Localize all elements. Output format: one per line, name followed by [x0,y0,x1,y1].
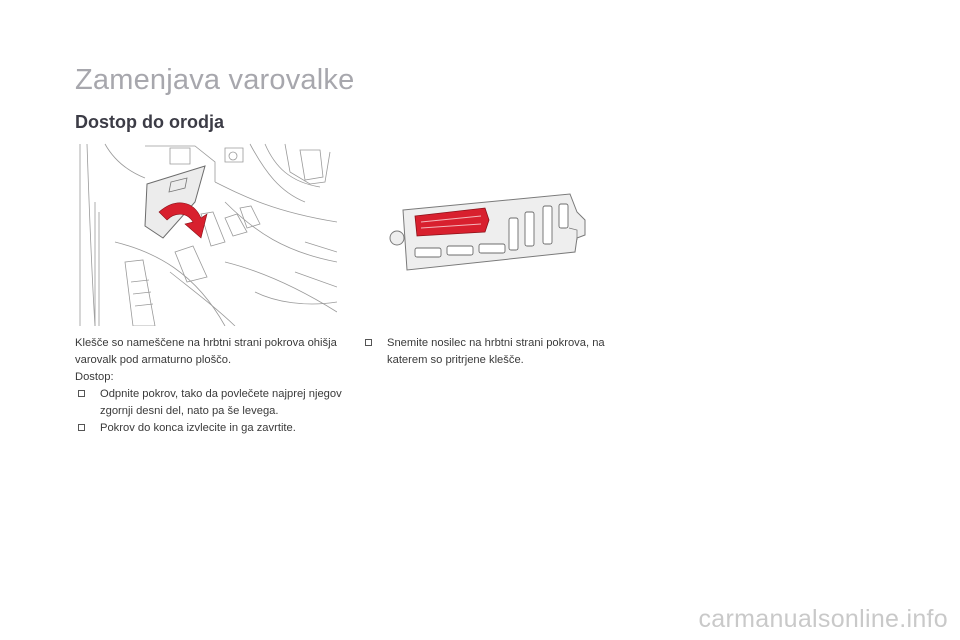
intro-text: Klešče so nameščene na hrbtni strani pokrova ohišja varovalk pod armaturno ploščo. [75,337,337,366]
section-heading: Dostop do orodja [75,112,224,132]
fuse-cover-pliers-illustration [385,190,590,275]
bullet-text: Odpnite pokrov, tako da povlečete najprej njegov zgornji desni del, nato pa še levega. [100,388,342,417]
watermark: carmanualsonline.info [698,605,948,633]
right-instructions [362,335,612,369]
left-instructions [75,335,350,437]
checkbox-square-icon [78,390,85,397]
footwell-pedals-illustration [75,142,337,326]
checkbox-square-icon [365,339,372,346]
list-item [75,420,350,437]
checkbox-square-icon [78,424,85,431]
page-title: Zamenjava varovalke [75,64,355,96]
bullet-text: Pokrov do konca izvlecite in ga zavrtite. [100,422,296,434]
list-item [362,335,612,369]
access-label: Dostop: [75,371,114,383]
bullet-text: Snemite nosilec na hrbtni strani pokrova, na katerem so pritrjene klešče. [387,337,605,366]
list-item [75,386,350,420]
